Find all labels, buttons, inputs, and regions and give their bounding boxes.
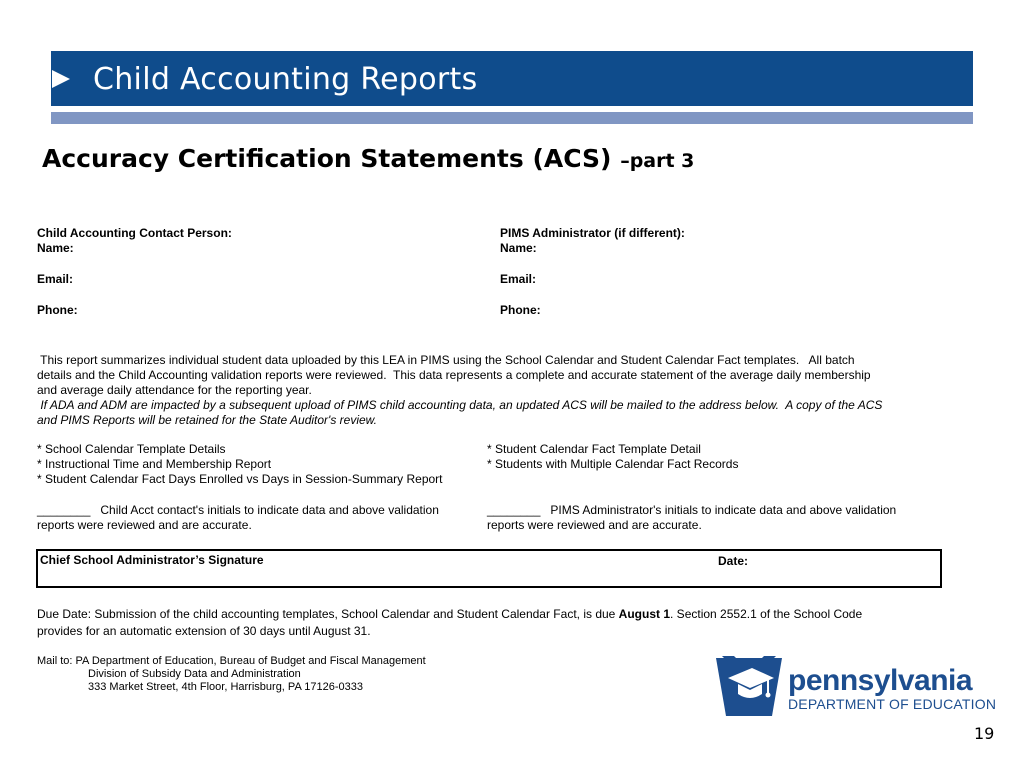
keystone-icon: [716, 654, 782, 718]
initials-line: reports were reviewed and are accurate.: [487, 518, 702, 532]
due-prefix: Due Date: Submission of the child accounting templates, School Calendar and Student Calendar Fact, is due: [37, 607, 619, 621]
contact-right-email: Email:: [500, 272, 537, 286]
contact-left: [37, 226, 232, 318]
reports-left: [37, 442, 443, 487]
title-banner: [51, 51, 973, 106]
logo-department: DEPARTMENT OF EDUCATION: [788, 696, 997, 712]
initials-line: ________ Child Acct contact's initials to indicate data and above validation: [37, 503, 439, 517]
mail-to: [37, 655, 426, 694]
contact-left-email: Email:: [37, 272, 74, 286]
due-suffix: . Section 2552.1 of the School Code: [670, 607, 863, 621]
initials-left: [37, 503, 439, 533]
summary-line: This report summarizes individual student data uploaded by this LEA in PIMS using the School Calendar and Student Calendar Fact templates. All batch: [37, 353, 855, 367]
summary-line: details and the Child Accounting validation reports were reviewed. This data represents a complete and accurate statement of the average daily membership: [37, 368, 871, 382]
contact-right-name: Name:: [500, 241, 537, 255]
signature-label: Chief School Administrator’s Signature: [40, 553, 264, 567]
summary-line: and average daily attendance for the reporting year.: [37, 383, 312, 397]
page-number: 19: [974, 724, 995, 743]
page-heading: [42, 144, 694, 173]
due-date-paragraph: [37, 606, 862, 640]
heading-part: –part 3: [620, 150, 695, 172]
report-item: * Instructional Time and Membership Report: [37, 457, 272, 471]
contact-left-title: Child Accounting Contact Person:: [37, 226, 232, 240]
summary-italic-line: If ADA and ADM are impacted by a subsequent upload of PIMS child accounting data, an updated ACS will be mailed to the address below. A copy of the ACS: [37, 398, 883, 412]
initials-line: ________ PIMS Administrator's initials to indicate data and above validation: [487, 503, 897, 517]
pa-education-logo: [716, 654, 997, 723]
contact-right-phone: Phone:: [500, 303, 541, 317]
contact-left-name: Name:: [37, 241, 74, 255]
slide-title: Child Accounting Reports: [93, 62, 478, 97]
initials-line: reports were reviewed and are accurate.: [37, 518, 252, 532]
contact-right: [500, 226, 685, 318]
summary-italic-line: and PIMS Reports will be retained for the State Auditor's review.: [37, 413, 378, 427]
report-item: * Student Calendar Fact Days Enrolled vs Days in Session-Summary Report: [37, 472, 443, 486]
divider-bar: [51, 112, 973, 124]
contact-right-title: PIMS Administrator (if different):: [500, 226, 685, 240]
reports-right: [487, 442, 738, 472]
logo-wordmark: pennsylvania: [788, 664, 973, 697]
mail-line: Mail to: PA Department of Education, Bureau of Budget and Fiscal Management: [37, 655, 426, 667]
due-bold-date: August 1: [618, 607, 671, 621]
initials-right: [487, 503, 896, 533]
arrow-icon: [52, 70, 70, 88]
due-line2: provides for an automatic extension of 30 days until August 31.: [37, 624, 371, 638]
report-item: * Student Calendar Fact Template Detail: [487, 442, 701, 456]
mail-line: Division of Subsidy Data and Administration: [88, 668, 301, 680]
report-item: * School Calendar Template Details: [37, 442, 226, 456]
signature-box: [36, 549, 942, 588]
report-item: * Students with Multiple Calendar Fact Records: [487, 457, 739, 471]
summary-paragraph: [37, 353, 882, 428]
heading-main: Accuracy Certification Statements (ACS): [42, 144, 612, 173]
date-label: Date:: [718, 554, 749, 568]
mail-line: 333 Market Street, 4th Floor, Harrisburg, PA 17126-0333: [88, 681, 363, 693]
contact-left-phone: Phone:: [37, 303, 78, 317]
